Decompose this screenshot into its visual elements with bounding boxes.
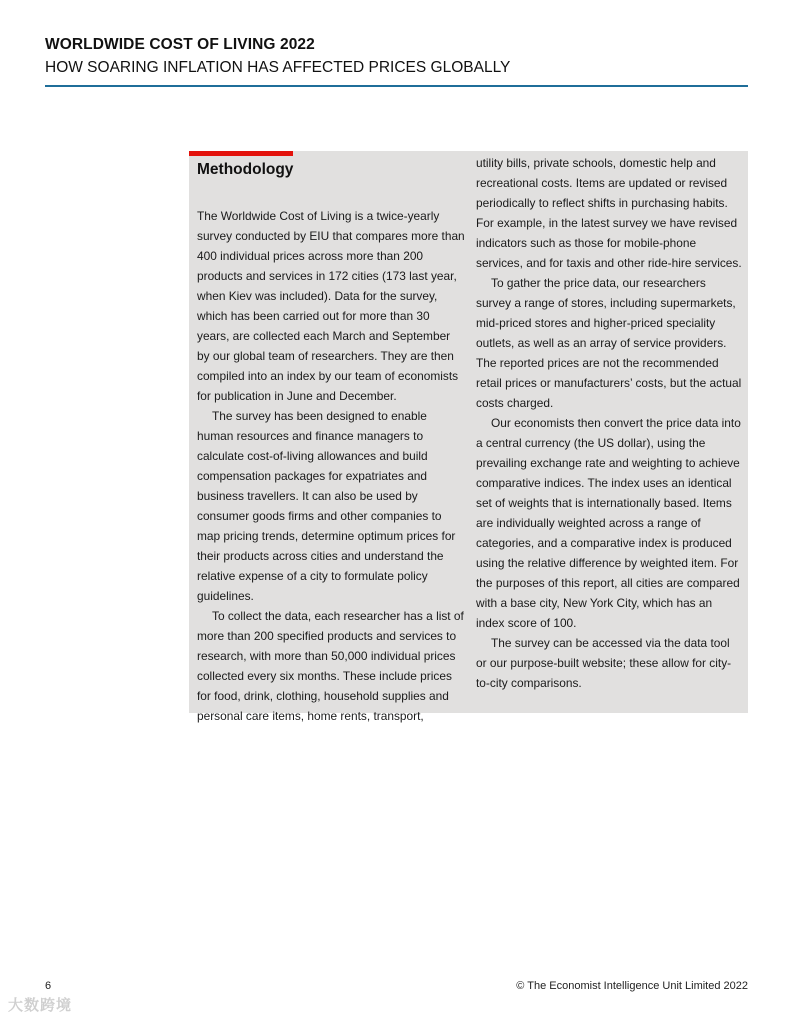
report-subtitle: HOW SOARING INFLATION HAS AFFECTED PRICES GLOBALLY [45,59,511,76]
methodology-paragraph: The survey has been designed to enable human resources and finance managers to calculate cost-of-living allowances and build compensation packages for expatriates and business travellers. It can also be used by consumer goods firms and other companies to map pricing trends, determine optimum prices for their products across cities and understand the relative expense of a city to formulate policy guidelines. [197,409,456,603]
methodology-paragraph: Our economists then convert the price data into a central currency (the US dollar), using the prevailing exchange rate and weighting to achieve comparative indices. The index uses an identical set of weights that is internationally based. Items are individually weighted across a range of categories, and a comparative index is produced using the relative difference by weighted item. For the purposes of this report, all cities are compared with a base city, New York City, which has an index score of 100. [476,416,741,630]
methodology-paragraph: To collect the data, each researcher has a list of more than 200 specified products and services to research, with more than 50,000 individual prices collected every six months. These include prices for food, drink, clothing, household supplies and personal care items, home rents, transport, [197,609,464,723]
methodology-paragraph: utility bills, private schools, domestic help and recreational costs. Items are updated or revised periodically to reflect shifts in purchasing habits. For example, in the latest survey we have revised indicators such as those for mobile-phone services, and for taxis and other ride-hire services. [476,156,742,270]
methodology-left-column [197,206,465,726]
methodology-right-column [476,153,742,693]
methodology-paragraph: To gather the price data, our researchers survey a range of stores, including supermarkets, mid-priced stores and higher-priced speciality outlets, as well as an array of service providers. The reported prices are not the recommended retail prices or manufacturers’ costs, but the actual costs charged. [476,276,742,410]
header-divider [45,85,748,87]
methodology-heading: Methodology [197,161,294,178]
report-title: WORLDWIDE COST OF LIVING 2022 [45,36,315,53]
methodology-paragraph: The survey can be accessed via the data tool or our purpose-built website; these allow for city-to-city comparisons. [476,636,732,690]
copyright-notice: © The Economist Intelligence Unit Limited 2022 [516,980,748,992]
methodology-paragraph: The Worldwide Cost of Living is a twice-yearly survey conducted by EIU that compares more than 400 individual prices across more than 200 products and services in 172 cities (173 last year, when Kiev was included). Data for the survey, which has been carried out for more than 30 years, are collected each March and September by our global team of researchers. They are then compiled into an index by our team of economists for publication in June and December. [197,209,465,403]
methodology-accent-bar [189,151,293,156]
page-number: 6 [45,980,52,992]
watermark: 大数跨境 [8,997,73,1014]
